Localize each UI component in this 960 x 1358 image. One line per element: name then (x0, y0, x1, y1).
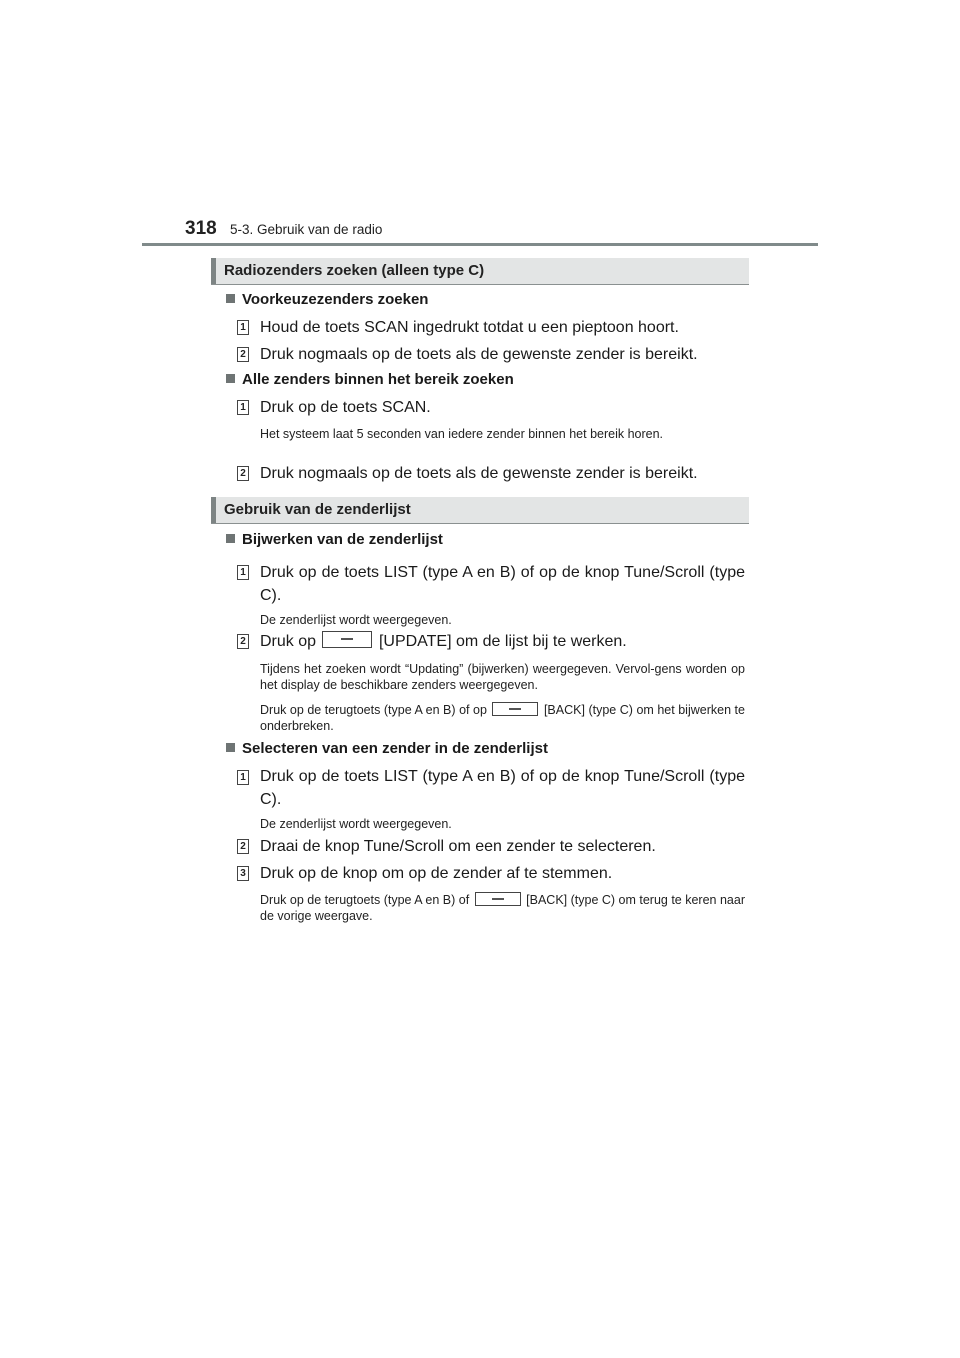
step-number-3: 3 (237, 866, 249, 881)
section-title: Gebruik van de zenderlijst (224, 501, 411, 518)
subheading-select-station: Selecteren van een zender in de zenderlijst (226, 740, 548, 757)
section-heading-radio-search (211, 258, 749, 285)
bullet-square-icon (226, 374, 235, 383)
subheading-preset-stations: Voorkeuzezenders zoeken (226, 291, 428, 308)
step-note: Het systeem laat 5 seconden van iedere zender binnen het bereik horen. (260, 427, 664, 441)
step-note: Druk op de terugtoets (type A en B) of op [BACK] (type C) om het bijwerken te onderbreken. (260, 703, 745, 733)
header-divider (142, 243, 818, 246)
step-number-1: 1 (237, 400, 249, 415)
step-text: Druk op de toets LIST (type A en B) of op de knop Tune/Scroll (type C). (260, 768, 745, 808)
subheading-all-stations: Alle zenders binnen het bereik zoeken (226, 371, 514, 388)
step-text: Druk nogmaals op de toets als de gewenste zender is bereikt. (260, 346, 698, 363)
step-note: Tijdens het zoeken wordt “Updating” (bijwerken) weergegeven. Vervol-gens worden op het display de beschikbare zenders weergegeven. (260, 662, 745, 692)
step-number-2: 2 (237, 634, 249, 649)
step-text: Druk op [UPDATE] om de lijst bij te werken. (260, 633, 627, 650)
step-number-2: 2 (237, 347, 249, 362)
section-title: Radiozenders zoeken (alleen type C) (224, 262, 485, 279)
step-number-1: 1 (237, 770, 249, 785)
subheading-update-list: Bijwerken van de zenderlijst (226, 531, 443, 548)
step-number-1: 1 (237, 320, 249, 335)
step-note: Druk op de terugtoets (type A en B) of [BACK] (type C) om terug te keren naar de vorige weergave. (260, 893, 745, 923)
step-text: Houd de toets SCAN ingedrukt totdat u een pieptoon hoort. (260, 319, 679, 336)
step-note: De zenderlijst wordt weergegeven. (260, 613, 452, 627)
screen-button-icon (475, 892, 521, 906)
step-note: De zenderlijst wordt weergegeven. (260, 817, 452, 831)
screen-button-icon (492, 702, 538, 716)
step-number-2: 2 (237, 839, 249, 854)
step-number-1: 1 (237, 565, 249, 580)
step-text: Druk nogmaals op de toets als de gewenste zender is bereikt. (260, 465, 698, 482)
bullet-square-icon (226, 743, 235, 752)
bullet-square-icon (226, 534, 235, 543)
screen-button-icon (322, 631, 372, 648)
step-number-2: 2 (237, 466, 249, 481)
chapter-title: 5-3. Gebruik van de radio (230, 222, 383, 237)
bullet-square-icon (226, 294, 235, 303)
step-text: Druk op de knop om op de zender af te stemmen. (260, 865, 613, 882)
step-text: Druk op de toets LIST (type A en B) of op de knop Tune/Scroll (type C). (260, 564, 745, 604)
section-heading-station-list (211, 497, 749, 524)
step-text: Draai de knop Tune/Scroll om een zender te selecteren. (260, 838, 656, 855)
step-text: Druk op de toets SCAN. (260, 399, 431, 416)
page-number: 318 (185, 218, 217, 239)
